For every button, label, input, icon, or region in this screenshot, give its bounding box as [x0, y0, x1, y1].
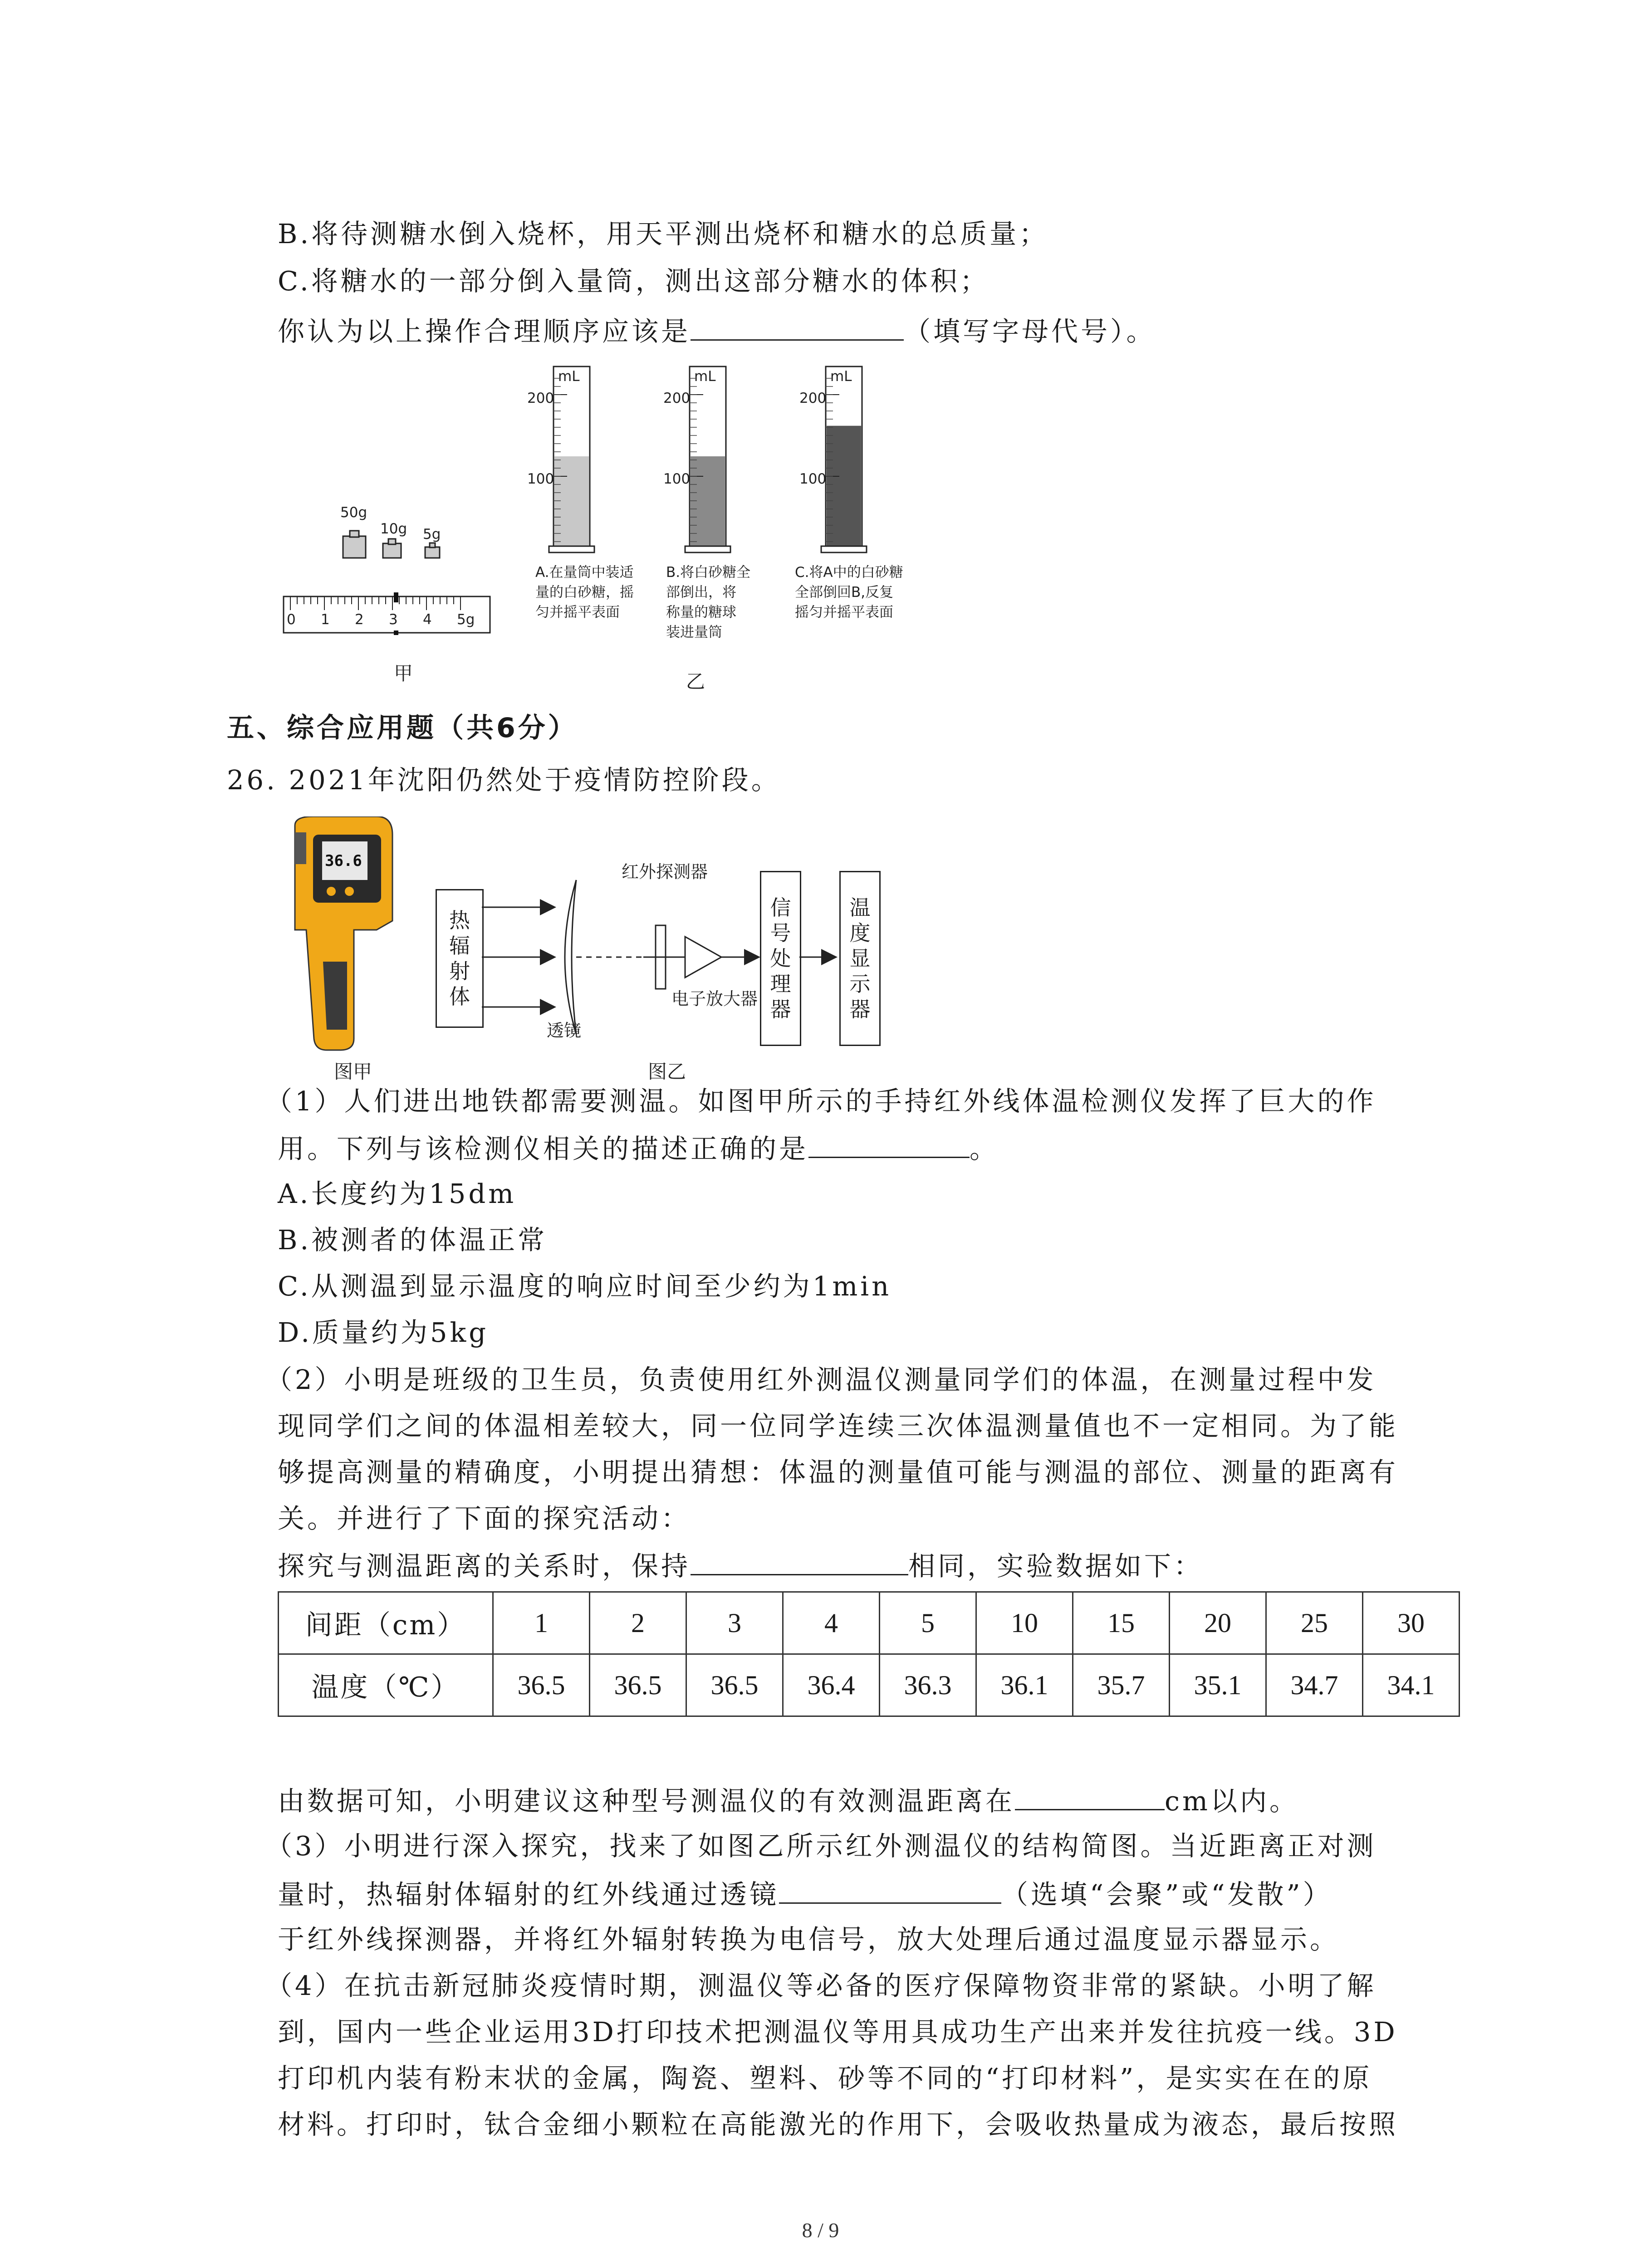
p1-line2-post: 。: [970, 1133, 999, 1164]
cylinder-c-unit: mL: [830, 368, 852, 385]
caption-b-line: 称量的糖球: [666, 604, 736, 621]
table-cell: 36.3: [880, 1654, 976, 1716]
caption-b: [666, 562, 750, 642]
scale-tick-4: 4: [423, 611, 432, 628]
data-table: [278, 1591, 1460, 1717]
p2-table-intro: [278, 1547, 1203, 1584]
scale-tick-5g: 5g: [457, 611, 475, 628]
option-b-line: B.将待测糖水倒入烧杯，用天平测出烧杯和糖水的总质量；: [278, 218, 1049, 249]
thermometer-reading: 36.6: [325, 852, 362, 870]
cylinder-a-unit: mL: [558, 368, 580, 385]
table-cell: 25: [1266, 1592, 1363, 1654]
display-box: [839, 871, 881, 1046]
p1-line2-pre: 用。下列与该检测仪相关的描述正确的是: [278, 1133, 809, 1164]
order-answer-blank[interactable]: [691, 312, 904, 341]
source-label: 热辐射体: [449, 908, 470, 1009]
table-cell: 36.5: [590, 1654, 686, 1716]
table-cell: 4: [783, 1592, 880, 1654]
p2-distance-blank[interactable]: [1015, 1782, 1165, 1810]
table-head-distance: 间距（cm）: [279, 1592, 493, 1654]
caption-a: [535, 562, 634, 622]
cylinder-c: [799, 363, 894, 558]
section-heading: 五、综合应用题（共6分）: [227, 712, 578, 744]
detector-label: 红外探测器: [622, 862, 708, 882]
table-cell: 34.7: [1266, 1654, 1363, 1716]
cylinder-b-liquid: [691, 456, 725, 546]
caption-a-line: 量的白砂糖，摇: [535, 584, 634, 601]
p2-table-intro-post: 相同，实验数据如下：: [908, 1550, 1204, 1582]
thermometer-photo: [286, 816, 395, 1052]
caption-a-line: 匀并摇平表面: [535, 604, 620, 621]
order-question: [278, 312, 1156, 350]
p3-line2-post: （选填“会聚”或“发散”）: [1001, 1879, 1332, 1910]
p2-conclusion-post: cm以内。: [1165, 1785, 1299, 1817]
p1-line1: （1）人们进出地铁都需要测温。如图甲所示的手持红外线体温检测仪发挥了巨大的作: [265, 1085, 1376, 1117]
table-row-temperature: [279, 1654, 1460, 1716]
p2-table-intro-pre: 探究与测温距离的关系时，保持: [278, 1550, 691, 1582]
caption-a-line: A.在量筒中装适: [535, 564, 634, 581]
p2-conclusion-pre: 由数据可知，小明建议这种型号测温仪的有效测温距离在: [278, 1785, 1015, 1817]
p3-lens-blank[interactable]: [779, 1875, 1001, 1904]
cylinder-c-mark-100: 100: [799, 471, 827, 487]
p2-line: 关。并进行了下面的探究活动：: [278, 1503, 691, 1534]
p1-option-a: A.长度约为15dm: [278, 1178, 517, 1209]
cylinder-c-mark-200: 200: [799, 390, 827, 406]
caption-b-line: B.将白砂糖全: [666, 564, 751, 581]
display-label: 温度显示器: [849, 895, 871, 1022]
caption-c-line: 全部倒回B,反复: [795, 584, 894, 601]
table-row-distance: [279, 1592, 1460, 1654]
weight-label-50g: 50g: [340, 504, 367, 521]
scale-tick-1: 1: [321, 611, 330, 628]
weight-10g-icon: [383, 539, 401, 558]
table-cell: 35.1: [1170, 1654, 1266, 1716]
caption-c: [795, 562, 903, 622]
table-cell: 1: [493, 1592, 590, 1654]
weight-label-10g: 10g: [380, 521, 407, 537]
p2-line: 够提高测量的精确度，小明提出猜想：体温的测量值可能与测温的部位、测量的距离有: [278, 1457, 1399, 1488]
cylinder-a-base: [549, 546, 594, 552]
amplifier-label: 电子放大器: [671, 989, 758, 1009]
lens-right-arc: [572, 880, 576, 1034]
p3-line2: [278, 1875, 1332, 1913]
p1-line2: [278, 1129, 999, 1167]
cylinder-b-mark-100: 100: [663, 471, 691, 487]
figure-yi-label: 乙: [686, 670, 705, 693]
cylinder-a-mark-200: 200: [527, 390, 554, 406]
table-cell: 3: [686, 1592, 783, 1654]
cylinder-a: [527, 363, 622, 558]
page-number: 8 / 9: [802, 2219, 839, 2242]
caption-c-line: 摇匀并摇平表面: [795, 604, 893, 621]
amplifier-triangle: [685, 937, 721, 978]
q26-number: 26.: [227, 764, 278, 796]
table-cell: 20: [1170, 1592, 1266, 1654]
table-head-temperature: 温度（℃）: [279, 1654, 493, 1716]
p3-line2-pre: 量时，热辐射体辐射的红外线通过透镜: [278, 1879, 779, 1910]
lens-label: 透镜: [547, 1021, 582, 1041]
processor-label: 信号处理器: [770, 895, 791, 1022]
caption-b-line: 部倒出，将: [666, 584, 736, 601]
p4-line: 打印机内装有粉末状的金属，陶瓷、塑料、砂等不同的“打印材料”，是实实在在的原: [278, 2063, 1372, 2094]
cylinder-b-mark-200: 200: [663, 390, 691, 406]
processor-box: [760, 871, 801, 1046]
rider-marker: [394, 592, 398, 602]
table-cell: 36.5: [493, 1654, 590, 1716]
p3-line3: 于红外线探测器，并将红外辐射转换为电信号，放大处理后通过温度显示器显示。: [278, 1924, 1340, 1955]
table-cell: 30: [1363, 1592, 1460, 1654]
weight-5g-icon: [425, 543, 440, 558]
option-c-line: C.将糖水的一部分倒入量筒，测出这部分糖水的体积；: [278, 265, 989, 297]
p2-line: 现同学们之间的体温相差较大，同一位同学连续三次体温测量值也不一定相同。为了能: [278, 1410, 1399, 1442]
cylinder-b: [663, 363, 758, 558]
cylinder-b-unit: mL: [694, 368, 716, 385]
thermometer-structure-diagram: [431, 853, 930, 1043]
scale-tick-2: 2: [355, 611, 364, 628]
q26-stem-text: 2021年沈阳仍然处于疫情防控阶段。: [289, 764, 781, 796]
order-question-post: （填写字母代号）。: [904, 316, 1156, 347]
cylinder-a-liquid: [554, 456, 589, 546]
figure-yi-label-q26: 图乙: [648, 1061, 686, 1083]
cylinder-b-base: [685, 546, 730, 552]
table-cell: 36.4: [783, 1654, 880, 1716]
p2-line: （2）小明是班级的卫生员，负责使用红外测温仪测量同学们的体温，在测量过程中发: [265, 1364, 1376, 1395]
p4-line: 材料。打印时，钛合金细小颗粒在高能激光的作用下，会吸收热量成为液态，最后按照: [278, 2109, 1399, 2140]
p4-line: （4）在抗击新冠肺炎疫情时期，测温仪等必备的医疗保障物资非常的紧缺。小明了解: [265, 1970, 1376, 2001]
table-cell: 15: [1073, 1592, 1170, 1654]
table-cell: 35.7: [1073, 1654, 1170, 1716]
p1-answer-blank[interactable]: [808, 1129, 970, 1158]
figure-cylinders: [522, 363, 966, 689]
p2-constant-blank[interactable]: [691, 1547, 908, 1575]
table-cell: 36.5: [686, 1654, 783, 1716]
caption-b-line: 装进量筒: [666, 624, 722, 640]
table-cell: 5: [880, 1592, 976, 1654]
cylinder-c-base: [821, 546, 867, 552]
p1-option-b: B.被测者的体温正常: [278, 1224, 548, 1256]
caption-c-line: C.将A中的白砂糖: [795, 564, 903, 581]
table-cell: 10: [976, 1592, 1073, 1654]
table-cell: 36.1: [976, 1654, 1073, 1716]
table-cell: 34.1: [1363, 1654, 1460, 1716]
figure-balance: [281, 499, 495, 635]
p2-conclusion: [278, 1782, 1299, 1819]
scale-tick-0: 0: [287, 611, 296, 628]
p3-line1: （3）小明进行深入探究，找来了如图乙所示红外测温仪的结构简图。当近距离正对测: [265, 1830, 1376, 1862]
p1-option-c: C.从测温到显示温度的响应时间至少约为1min: [278, 1271, 892, 1302]
weight-50g-icon: [343, 531, 366, 558]
figure-jia-label: 甲: [394, 662, 413, 684]
order-question-pre: 你认为以上操作合理顺序应该是: [278, 316, 691, 347]
p4-line: 到，国内一些企业运用3D打印技术把测温仪等用具成功生产出来并发往抗疫一线。3D: [278, 2016, 1398, 2048]
cylinder-a-mark-100: 100: [527, 471, 554, 487]
weight-label-5g: 5g: [423, 526, 441, 543]
p1-option-d: D.质量约为5kg: [278, 1317, 489, 1348]
figure-jia-label-q26: 图甲: [334, 1061, 372, 1083]
scale-tick-3: 3: [389, 611, 398, 628]
table-cell: 2: [590, 1592, 686, 1654]
q26-stem: [227, 762, 781, 798]
